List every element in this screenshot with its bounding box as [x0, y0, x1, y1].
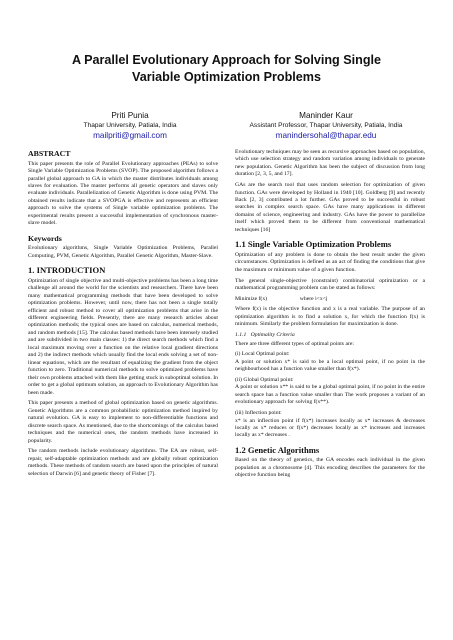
- author-affiliation: Assistant Professor, Thapar University, Patiala, India: [249, 122, 403, 129]
- intro-paragraph: GAs are the search tool that uses random selection for optimization of given function. GAs were developed by Holland in 1940 [10]. Goldberg [9] and recently Back [2, 3] contributed a lot further. GAs proved to be successful in robust searches in complex search space. GAs have many applications in different domains of science, engineering and industry. GAs have the power to parallelize itself which proved them to be different from conventional mathematical techniques [16]: [235, 182, 425, 233]
- right-column: [235, 149, 425, 483]
- point-text: A point or solution x* is said to be a local optimal point, if no point in the neighbourhood has a function value smaller than f(x*).: [235, 358, 425, 373]
- intro-paragraph: Evolutionary techniques may be seen as recursive approaches based on population, which use selection strategy and random variation among individuals to generate new population. Genetic Algorithm has been the subject of discussion from long duration [2, 3, 5, and 17].: [235, 149, 425, 178]
- optimality-criteria-heading: 1.1.1 Optimality Criteria: [235, 332, 295, 339]
- author-email[interactable]: manindersohal@thapar.edu: [275, 131, 377, 140]
- point-text: x* is an inflection point if f(x*) increases locally as x* increases & decreases locally as x* reduces or f(x*) decreases locally as x* increases and increases locally as x* decreases .: [235, 417, 425, 439]
- point-title: (ii) Global Optimal point:: [235, 376, 294, 383]
- abstract-heading: ABSTRACT: [28, 149, 71, 158]
- keywords-text: Evolutionary algorithms, Single Variable Optimization Problems, Parallel Computing, PVM, Genetic Algorithm, Parallel Genetic Algorithm, Master-Slave.: [28, 245, 218, 259]
- author-email[interactable]: mailpriti@gmail.com: [93, 131, 167, 140]
- intro-paragraph: The random methods include evolutionary algorithms. The EA are robust, self-repair, self-adaptable optimization methods and are globally robust optimization methods. These methods of random search are based upon the principles of natural selection of Darwin [6] and genetic theory of Fisher [7].: [28, 448, 218, 477]
- section-paragraph: The general single-objective (constraint) combinatorial optimization or a mathematical programming problem can be stated as follows:: [235, 277, 425, 291]
- section-paragraph: Where f(x) is the objective function and x is a real variable. The purpose of an optimization algorithm is to find a solution x, for which the function f(x) is minimum. Similarly the problem formulation for maximization is done.: [235, 306, 425, 328]
- section-paragraph: Based on the theory of genetics, the GA encodes each individual in the given population as a chromosome [4]. This encoding describes the parameters for the objective function being: [235, 457, 425, 479]
- intro-paragraph: This paper presents a method of global optimization based on genetic algorithms. Genetic Algorithms are a common probabilistic optimization method inspired by natural evolution. GA is easy to implement to non-differentiable functions and discrete search space. As mentioned, due to the shortcomings of the calculus based techniques and the numerical ones, the random methods have increased in popularity.: [28, 400, 218, 444]
- title-line-2: Variable Optimization Problems: [132, 70, 321, 84]
- author-name: Maninder Kaur: [299, 111, 353, 120]
- left-column: [28, 149, 218, 481]
- point-title: (i) Local Optimal point:: [235, 351, 290, 358]
- keywords-heading: Keywords: [28, 233, 62, 243]
- author-name: Priti Punia: [111, 111, 149, 120]
- point-text: A point or solution x** is said to be a global optimal point, if no point in the entire search space has a function value smaller than The work proposes a variant of an evolutionary approach for solving f(x**).: [235, 384, 425, 406]
- author-block-1: [30, 110, 230, 141]
- abstract-text: This paper presents the role of Parallel Evolutionary approaches (PEAs) to solve Single Variable Optimization Problems (SVOP). The proposed algorithm follows a parallel global approach to GA in which the master distributes individuals among slaves for evaluation. The master performs all genetic operators and slaves only evaluate individuals. Parallelization of Genetic Algorithm is done using PVM. The obtained results indicate that a SVOPGA is effective and represents an efficient approach to solve the systems of Single variable optimization problems. The experimental results present a successful implementation of synchronous master-slave model.: [28, 160, 218, 227]
- author-affiliation: Thapar University, Patiala, India: [83, 122, 177, 129]
- intro-paragraph: Optimization of single objective and multi-objective problems has been a long time challenge all around the world for the scientists and researchers. There have been many mathematical programming methods that have been developed to solve optimization problems. However, until now, there has not been a single totally efficient and robust method to cover all optimization problems that arise in the different engineering fields. Presently, there are many research articles about optimization methods; the typical ones are based on calculus, numerical methods, and random methods [15]. The calculus based methods have been intensely studied and are subdivided in two main classes: 1) the direct search methods which find a local maximum moving over a function on the relative local gradient directions and 2) the indirect methods which usually find the local ends solving a set of non-linear equations, which are the resultant of equalizing the gradient from the object function to zero. Traditional numerical methods to solve optimized problems have their own problems attached with them like getting stuck in suboptimal solution. In order to get a global optimum solution, an approach to Evolutionary Algorithm has been made.: [28, 277, 219, 396]
- author-block-2: [226, 110, 426, 141]
- equation-line: Minimize f(x) where i<x<j: [235, 295, 328, 302]
- section-1-1-heading: 1.1 Single Variable Optimization Problems: [235, 239, 392, 250]
- introduction-heading: 1. INTRODUCTION: [28, 265, 106, 276]
- point-title: (iii) Inflection point:: [235, 410, 282, 417]
- paper-title: [20, 52, 433, 86]
- optimality-intro: There are three different types of optimal points are:: [235, 340, 354, 347]
- section-paragraph: Optimization of any problem is done to obtain the best result under the given circumstances. Optimization is defined as an act of finding the conditions that give the maximum or minimum value of a given function.: [235, 251, 425, 273]
- section-1-2-heading: 1.2 Genetic Algorithms: [235, 444, 320, 455]
- title-line-1: A Parallel Evolutionary Approach for Solving Single: [71, 53, 382, 67]
